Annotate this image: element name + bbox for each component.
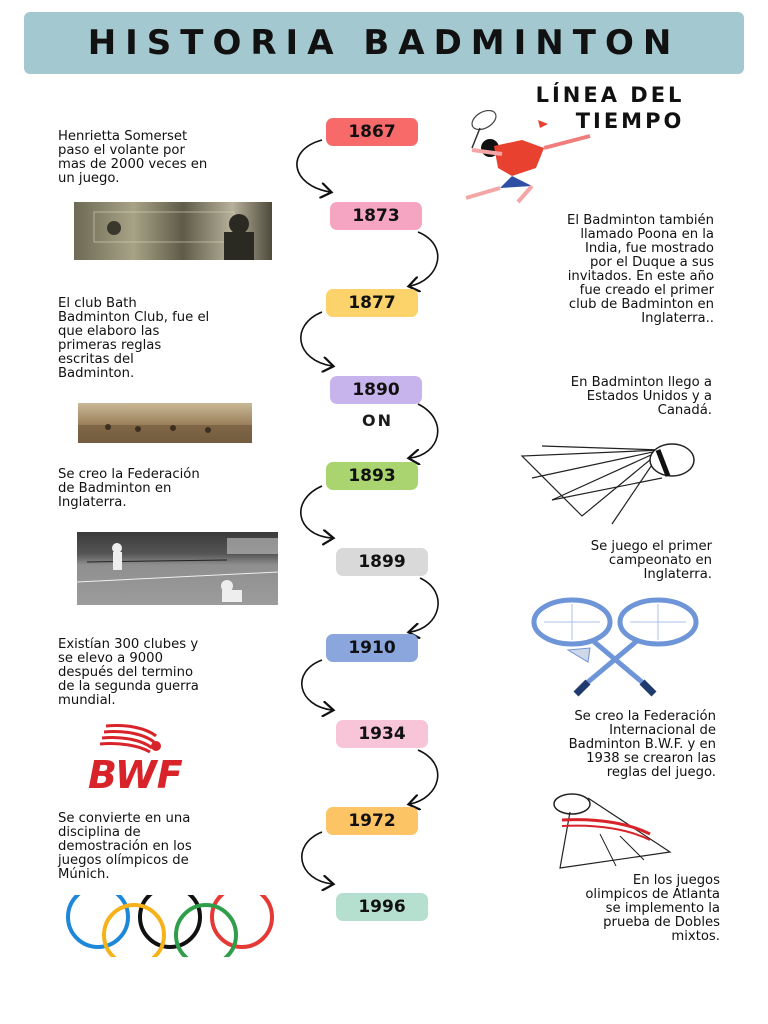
olympic-rings-icon [64, 895, 280, 957]
shuttlecock-icon [512, 438, 698, 528]
event-1893: Se creo la Federación de Badminton en Inglaterra. [58, 467, 200, 510]
arrow-1867 [297, 140, 330, 192]
bwf-logo-text: BWF [88, 753, 183, 792]
arrow-1877 [301, 312, 332, 366]
subtitle-line-2: TIEMPO [575, 109, 685, 133]
year-1910: 1910 [326, 634, 418, 662]
year-1873: 1873 [330, 202, 422, 230]
year-1893: 1893 [326, 462, 418, 490]
arrow-1873 [410, 232, 438, 286]
ring-yellow [104, 905, 164, 957]
event-1899: Se juego el primer campeonato en Inglaterra. [590, 539, 712, 582]
arrow-1934 [410, 750, 438, 804]
arrow-1972 [302, 832, 332, 884]
event-1890: En Badminton llego a Estados Unidos y a Canadá. [570, 375, 712, 418]
year-1996: 1996 [336, 893, 428, 921]
arrow-1910 [302, 660, 332, 710]
on-label: ON [362, 411, 393, 430]
year-1934: 1934 [336, 720, 428, 748]
year-1867: 1867 [326, 118, 418, 146]
bwf-logo [86, 722, 268, 792]
arrow-1893 [301, 486, 332, 538]
ring-green [176, 905, 236, 957]
event-1996: En los juegos olimpicos de Atlanta se implemento la prueba de Dobles mixtos. [585, 873, 720, 944]
page-title: HISTORIA BADMINTON [87, 23, 681, 63]
year-1890: 1890 [330, 376, 422, 404]
photo-1890 [78, 403, 252, 443]
event-1972: Se convierte en una disciplina de demostración en los juegos olímpicos de Múnich. [58, 811, 192, 882]
year-1877: 1877 [326, 289, 418, 317]
ring-blue [68, 895, 128, 947]
rackets-icon [530, 596, 700, 700]
event-1873: El Badminton también llamado Poona en la India, fue mostrado por el Duque a sus invitados. En este año fue creado el primer club de Badminton en Inglaterra.. [567, 213, 714, 326]
ring-black [140, 895, 200, 947]
event-1877: El club Bath Badminton Club, fue el que elaboro las primeras reglas escritas del Badminton. [58, 296, 210, 381]
ring-red [212, 895, 272, 947]
match-image [77, 532, 278, 605]
event-1910: Existían 300 clubes y se elevo a 9000 después del termino de la segunda guerra mundial. [58, 637, 199, 708]
subtitle-line-1: LÍNEA DEL [535, 83, 685, 107]
photo-1893 [77, 532, 278, 605]
photo-1873 [74, 202, 272, 260]
year-1972: 1972 [326, 807, 418, 835]
year-1899: 1899 [336, 548, 428, 576]
shuttlecock-2-icon [550, 790, 678, 874]
event-1934: Se creo la Federación Internacional de Badminton B.W.F. y en 1938 se crearon las reglas del juego. [568, 709, 716, 780]
players-image [74, 202, 272, 260]
bwf-logo-image [86, 722, 268, 792]
crowd-image [78, 403, 252, 443]
arrow-1890 [410, 404, 438, 458]
player-illustration [452, 110, 602, 210]
arrow-1899 [410, 578, 438, 632]
event-1867: Henrietta Somerset paso el volante por mas de 2000 veces en un juego. [58, 129, 208, 186]
